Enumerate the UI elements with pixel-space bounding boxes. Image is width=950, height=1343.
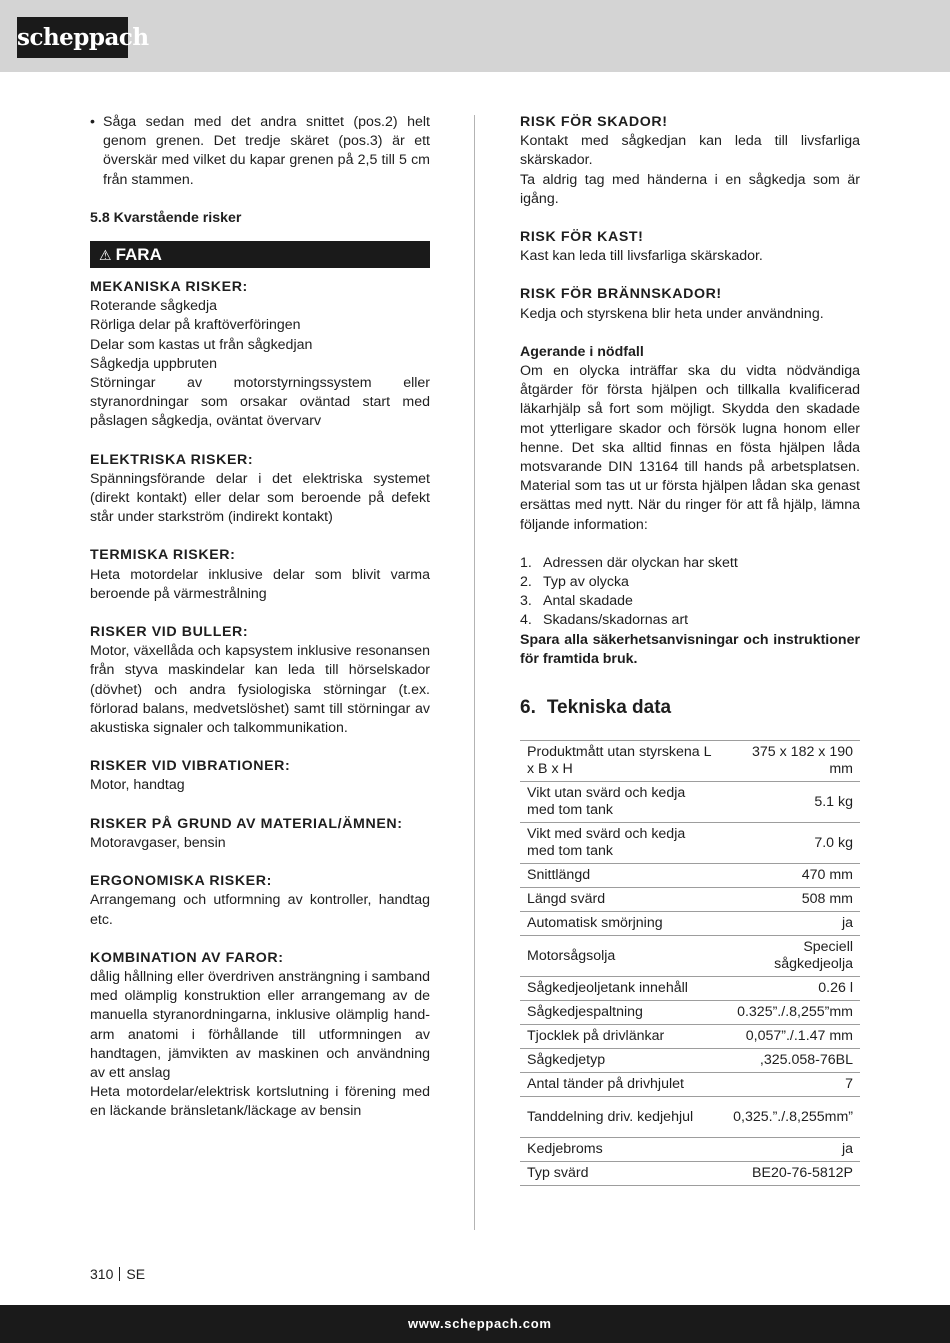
risk-heading: RISK FÖR SKADOR!	[520, 114, 668, 130]
emergency-section	[520, 343, 860, 535]
list-item	[520, 611, 860, 630]
website-link[interactable]: www.scheppach.com	[408, 1316, 552, 1331]
folio-separator	[119, 1267, 120, 1281]
spec-value: ,325.058-76BL	[719, 1049, 860, 1073]
list-item-text: Skadans/skadornas art	[543, 612, 689, 629]
spec-value: Speciell sågkedjeolja	[719, 936, 860, 977]
tech-heading-number: 6.	[520, 697, 536, 719]
risk-heading: ELEKTRISKA RISKER:	[90, 451, 254, 468]
spec-label: Snittlängd	[520, 864, 719, 888]
list-item-number: 3.	[520, 593, 532, 610]
table-row	[520, 1025, 860, 1049]
risk-line: Kontakt med sågkedjan kan leda till livsfarliga skärskador.	[520, 133, 860, 169]
list-item-text: Adressen där olyckan har skett	[543, 554, 738, 571]
list-item-text: Typ av olycka	[543, 574, 629, 591]
table-row	[520, 1001, 860, 1025]
spec-label: Kedjebroms	[520, 1138, 719, 1162]
list-item	[520, 573, 860, 592]
table-row	[520, 823, 860, 864]
risk-line: Motoravgaser, bensin	[90, 834, 226, 851]
info-list	[520, 554, 860, 631]
spec-value: 0.325”./.8,255”mm	[719, 1001, 860, 1025]
spec-value: 470 mm	[719, 864, 860, 888]
spec-label: Motorsågsolja	[520, 936, 719, 977]
risk-block	[90, 757, 430, 795]
danger-banner	[90, 241, 430, 268]
table-row	[520, 1162, 860, 1186]
risk-line: Rörliga delar på kraftöverföringen	[90, 317, 301, 334]
table-row	[520, 936, 860, 977]
section-title: 5.8 Kvarstående risker	[90, 209, 242, 226]
list-item	[520, 592, 860, 611]
risk-block	[90, 623, 430, 738]
risk-line: Heta motordelar/elektrisk kortslutning i förening med en läckande bränsletank/läckage av bensin	[90, 1084, 430, 1120]
spec-value: 375 x 182 x 190 mm	[719, 741, 860, 782]
brand-logo: scheppach	[17, 17, 128, 58]
risk-line: dålig hållning eller överdriven ansträngning i samband med olämplig konstruktion eller arrangemang av de manuella styranordningarna, inklusive olämplig hand-arm anatomi i förhållande till utformningen av handtagen, jämvikten av maskinen och användning av ett anslag	[90, 968, 430, 1081]
table-row	[520, 864, 860, 888]
page-number: 310	[90, 1266, 114, 1282]
list-item-number: 2.	[520, 574, 532, 591]
bullet-item	[90, 113, 430, 190]
table-row	[520, 1073, 860, 1097]
tech-data-table	[520, 740, 860, 1186]
spec-label: Längd svärd	[520, 888, 719, 912]
emergency-text: Om en olycka inträffar ska du vidta nödvändiga åtgärder för första hjälpen och tillkalla kvalificerad läkarhjälp så fort som möjligt. Skydda den skadade mot ytterligare skador och försök lugna honom eller henne. Det ska alltid finnas en fösta hjälpen låda motsvarande DIN 13164 till hands på arbetsplatsen. Material som tas ut ur första hjälpen lådan ska genast ersättas med nytt. När du ringer för att få hjälp, lämna följande information:	[520, 363, 860, 533]
table-row	[520, 782, 860, 823]
risk-heading: RISKER VID VIBRATIONER:	[90, 758, 291, 775]
risk-block	[520, 285, 860, 323]
spec-label: Vikt utan svärd och kedja med tom tank	[520, 782, 719, 823]
spec-value: 0.26 l	[719, 977, 860, 1001]
table-row	[520, 741, 860, 782]
risk-block	[90, 815, 430, 853]
risk-line: Arrangemang och utformning av kontroller, handtag etc.	[90, 892, 430, 928]
spec-value: 0,325.”./.8,255mm”	[719, 1097, 860, 1138]
table-row	[520, 1097, 860, 1138]
table-row	[520, 912, 860, 936]
risk-heading: RISKER VID BULLER:	[90, 624, 249, 641]
risk-line: Motor, handtag	[90, 777, 185, 794]
risk-heading: KOMBINATION AV FAROR:	[90, 949, 284, 966]
risk-heading: RISKER PÅ GRUND AV MATERIAL/ÄMNEN:	[90, 815, 403, 832]
bullet-text: Såga sedan med det andra snittet (pos.2) helt genom grenen. Det tredje skäret (pos.3) är ett överskär med vilket du kapar grenen på 2,5 till 5 cm från stammen.	[103, 114, 430, 188]
left-risk-list	[90, 278, 430, 1122]
spec-value: 7.0 kg	[719, 823, 860, 864]
spec-label: Antal tänder på drivhjulet	[520, 1073, 719, 1097]
risk-block	[90, 949, 430, 1122]
risk-line: Sågkedja uppbruten	[90, 355, 218, 372]
risk-block	[520, 113, 860, 209]
list-item	[520, 554, 860, 573]
risk-heading: ERGONOMISKA RISKER:	[90, 873, 272, 890]
spec-value: 0,057”./.1.47 mm	[719, 1025, 860, 1049]
spec-label: Sågkedjeoljetank innehåll	[520, 977, 719, 1001]
right-column	[520, 113, 860, 1186]
danger-label: FARA	[115, 245, 162, 265]
risk-heading: MEKANISKA RISKER:	[90, 279, 248, 296]
risk-heading: RISK FÖR BRÄNNSKADOR!	[520, 286, 722, 303]
left-column	[90, 113, 430, 1122]
spec-label: Produktmått utan styrskena L x B x H	[520, 741, 719, 782]
spec-label: Vikt med svärd och kedja med tom tank	[520, 823, 719, 864]
column-divider	[474, 115, 475, 1230]
language-code: SE	[126, 1266, 146, 1282]
spec-value: 508 mm	[719, 888, 860, 912]
risk-heading: RISK FÖR KAST!	[520, 229, 644, 246]
list-item-text: Antal skadade	[543, 593, 633, 610]
risk-block	[90, 278, 430, 432]
spec-label: Tjocklek på drivlänkar	[520, 1025, 719, 1049]
risk-heading: TERMISKA RISKER:	[90, 547, 236, 564]
spec-label: Typ svärd	[520, 1162, 719, 1186]
header-bar	[0, 0, 950, 72]
tech-heading	[520, 693, 860, 723]
table-row	[520, 977, 860, 1001]
tech-heading-title: Tekniska data	[546, 697, 672, 719]
risk-line: Störningar av motorstyrningssystem eller styranordningar som orsakar oväntad start med påslagen sågkedja, oväntat övervarv	[90, 375, 430, 430]
risk-line: Ta aldrig tag med händerna i en sågkedja som är igång.	[520, 171, 860, 207]
spec-value: 5.1 kg	[719, 782, 860, 823]
warning-triangle-icon: ⚠	[99, 247, 112, 264]
table-row	[520, 1138, 860, 1162]
spec-label: Sågkedjetyp	[520, 1049, 719, 1073]
risk-block	[90, 872, 430, 930]
spec-value: ja	[719, 1138, 860, 1162]
list-item-number: 4.	[520, 612, 532, 629]
spec-value: BE20-76-5812P	[719, 1162, 860, 1186]
footer-bar	[0, 1305, 950, 1343]
right-risk-list	[520, 113, 860, 324]
risk-line: Motor, växellåda och kapsystem inklusive resonansen från styva maskindelar kan leda till hörselskador (dövhet) och andra fysiologiska störningar (t.ex. förlorad balans, medvetslöshet) samt till störningar av akustiska signaler och talkommunikation.	[90, 643, 430, 737]
spec-label: Sågkedjespaltning	[520, 1001, 719, 1025]
risk-line: Roterande sågkedja	[90, 298, 217, 315]
bullet-icon: •	[90, 114, 95, 130]
spec-value: ja	[719, 912, 860, 936]
table-row	[520, 1049, 860, 1073]
save-note: Spara alla säkerhetsanvisningar och instruktioner för framtida bruk.	[520, 631, 860, 667]
risk-line: Kast kan leda till livsfarliga skärskador.	[520, 248, 763, 265]
emergency-heading: Agerande i nödfall	[520, 343, 644, 360]
page-footer-number	[90, 1265, 145, 1283]
spec-label: Automatisk smörjning	[520, 912, 719, 936]
risk-line: Heta motordelar inklusive delar som blivit varma beroende på värmestrålning	[90, 566, 430, 602]
risk-line: Kedja och styrskena blir heta under användning.	[520, 305, 824, 322]
spec-value: 7	[719, 1073, 860, 1097]
risk-line: Delar som kastas ut från sågkedjan	[90, 336, 313, 353]
risk-block	[90, 546, 430, 604]
table-row	[520, 888, 860, 912]
spec-label: Tanddelning driv. kedjehjul	[520, 1097, 719, 1138]
risk-block	[90, 451, 430, 528]
list-item-number: 1.	[520, 554, 532, 571]
risk-line: Spänningsförande delar i det elektriska systemet (direkt kontakt) eller delar som beroende på defekt står under starkström (indirekt kontakt)	[90, 470, 430, 526]
risk-block	[520, 228, 860, 266]
